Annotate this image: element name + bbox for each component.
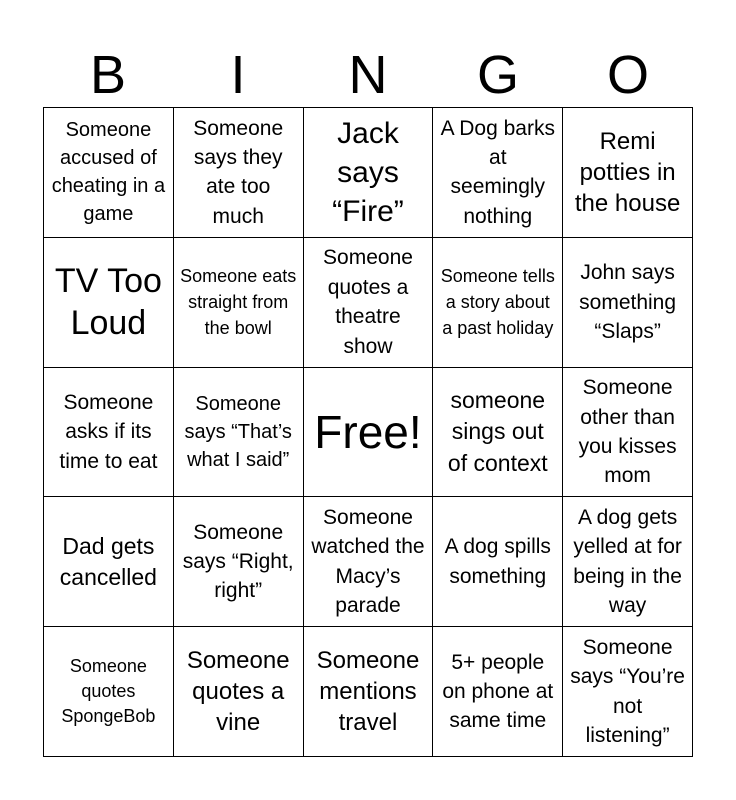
bingo-cell-o4[interactable]: A dog gets yelled at for being in the way	[563, 497, 693, 627]
bingo-cell-i1[interactable]: Someone says they ate too much	[174, 108, 304, 238]
bingo-cell-i4[interactable]: Someone says “Right, right”	[174, 497, 304, 627]
bingo-cell-g5[interactable]: 5+ people on phone at same time	[433, 627, 563, 757]
bingo-cell-n2[interactable]: Someone quotes a theatre show	[304, 238, 434, 368]
bingo-cell-b5[interactable]: Someone quotes SpongeBob	[44, 627, 174, 757]
bingo-cell-n5[interactable]: Someone mentions travel	[304, 627, 434, 757]
bingo-cell-o2[interactable]: John says something “Slaps”	[563, 238, 693, 368]
bingo-cell-b3[interactable]: Someone asks if its time to eat	[44, 368, 174, 498]
header-letter-b: B	[89, 45, 127, 105]
bingo-cell-o1[interactable]: Remi potties in the house	[563, 108, 693, 238]
bingo-cell-i2[interactable]: Someone eats straight from the bowl	[174, 238, 304, 368]
bingo-cell-i5[interactable]: Someone quotes a vine	[174, 627, 304, 757]
bingo-cell-g4[interactable]: A dog spills something	[433, 497, 563, 627]
bingo-cell-i3[interactable]: Someone says “That’s what I said”	[174, 368, 304, 498]
header-letter-i: I	[230, 45, 246, 105]
header-letter-g: G	[476, 45, 519, 105]
bingo-board	[43, 107, 693, 757]
bingo-cell-n1[interactable]: Jack says “Fire”	[304, 108, 434, 238]
bingo-cell-b2[interactable]: TV Too Loud	[44, 238, 174, 368]
bingo-cell-o5[interactable]: Someone says “You’re not listening”	[563, 627, 693, 757]
bingo-cell-n4[interactable]: Someone watched the Macy’s parade	[304, 497, 434, 627]
header-letter-n: N	[348, 45, 388, 105]
bingo-cell-b4[interactable]: Dad gets cancelled	[44, 497, 174, 627]
header-letter-o: O	[606, 45, 649, 105]
bingo-cell-free[interactable]: Free!	[304, 368, 434, 498]
bingo-cell-o3[interactable]: Someone other than you kisses mom	[563, 368, 693, 498]
bingo-cell-b1[interactable]: Someone accused of cheating in a game	[44, 108, 174, 238]
bingo-cell-g1[interactable]: A Dog barks at seemingly nothing	[433, 108, 563, 238]
bingo-header	[43, 44, 693, 106]
bingo-cell-g2[interactable]: Someone tells a story about a past holiday	[433, 238, 563, 368]
bingo-cell-g3[interactable]: someone sings out of context	[433, 368, 563, 498]
